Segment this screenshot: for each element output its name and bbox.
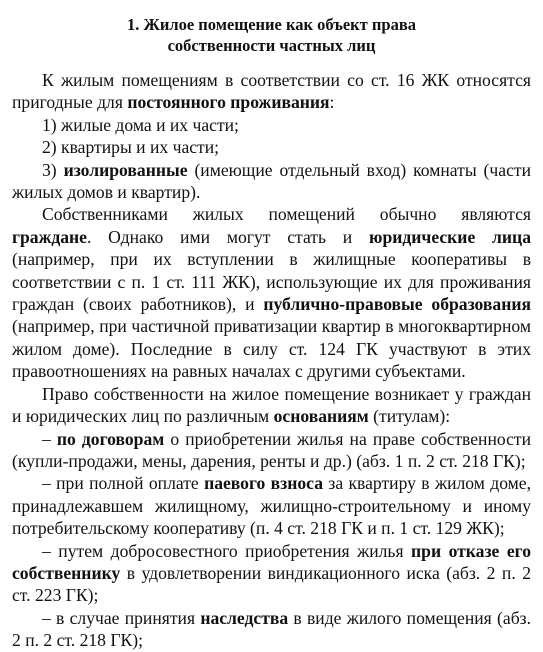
ground-1-text: о приобретении жилья на праве собственности (купли-продажи, мены, дарения, ренты и др.) (абз. 1 п. 2 ст. 218 ГК); xyxy=(12,428,532,471)
ground-4-text: в виде жилого помещения (абз. 2 п. 2 ст. 218 ГК); xyxy=(12,607,531,651)
list-item-3 xyxy=(12,159,531,204)
ground-3-text: в удовлетворении виндикационного иска (абз. 2 п. 2 ст. 223 ГК); xyxy=(12,562,531,606)
intro-paragraph xyxy=(12,69,531,114)
ground-3-bold: при отказе его собственнику xyxy=(12,540,531,583)
ground-1-bold: по договорам xyxy=(56,428,165,449)
ground-item-3 xyxy=(12,540,531,607)
owners-text-1: Собственниками жилых помещений обычно являются xyxy=(42,204,531,225)
list-item-3-bold: изолированные xyxy=(63,159,188,180)
section-title-line-1: 1. Жилое помещение как объект права xyxy=(127,15,416,34)
intro-text: К жилым помещениям в соответствии со ст. 16 ЖК относятся пригодные для xyxy=(12,70,531,113)
ground-item-2 xyxy=(12,472,531,539)
intro-end: : xyxy=(329,92,335,113)
ground-4-bold: наследства xyxy=(200,607,289,628)
ground-4-prefix: – в случае принятия xyxy=(42,607,201,628)
basis-paragraph xyxy=(12,383,531,428)
list-item-3-prefix: 3) xyxy=(42,159,64,180)
owners-text-4: (например, при частичной приватизации квартир в многоквартирном жилом доме). Последние в силу ст. 124 ГК участвуют в этих правоотношениях на равных началах с другими субъектами. xyxy=(12,316,531,382)
ground-2-prefix: – при полной оплате xyxy=(42,473,205,494)
owners-bold-3: публично-правовые образования xyxy=(263,294,531,315)
ground-item-1 xyxy=(12,428,531,473)
basis-bold: основаниям xyxy=(273,406,369,427)
basis-text-1: Право собственности на жилое помещение возникает у граждан и юридических лиц по различным xyxy=(12,383,531,427)
section-title-line-2: собственности частных лиц xyxy=(167,36,376,55)
owners-text-2: . Однако ими могут стать и xyxy=(86,226,370,247)
list-item-2: 2) квартиры и их части; xyxy=(42,137,220,158)
ground-3-prefix: – путем добросовестного приобретения жилья xyxy=(42,540,412,561)
list-item-1: 1) жилые дома и их части; xyxy=(42,114,239,135)
section-title xyxy=(12,14,531,56)
owners-bold-2: юридические лица xyxy=(369,226,531,247)
list-item-3-text: (имеющие отдельный вход) комнаты (части жилых домов и квартир). xyxy=(12,159,531,203)
ground-2-bold: паевого взноса xyxy=(204,473,324,494)
basis-text-2: (титулам): xyxy=(368,406,451,427)
ground-1-dash: – xyxy=(42,428,57,449)
ground-item-4 xyxy=(12,607,531,652)
owners-bold-1: граждане xyxy=(12,226,87,247)
owners-text-3: (например, при их вступлении в жилищные кооперативы в соответствии с п. 1 ст. 111 ЖК), использующие их для проживания граждан (своих работников), и xyxy=(12,249,531,315)
intro-bold: постоянного проживания xyxy=(127,92,330,113)
ground-2-text: за квартиру в жилом доме, принадлежавшем жилищному, жилищно-строительному и иному потребительскому кооперативу (п. 4 ст. 218 ГК и п. 1 ст. 129 ЖК); xyxy=(12,473,531,539)
owners-paragraph xyxy=(12,203,531,382)
